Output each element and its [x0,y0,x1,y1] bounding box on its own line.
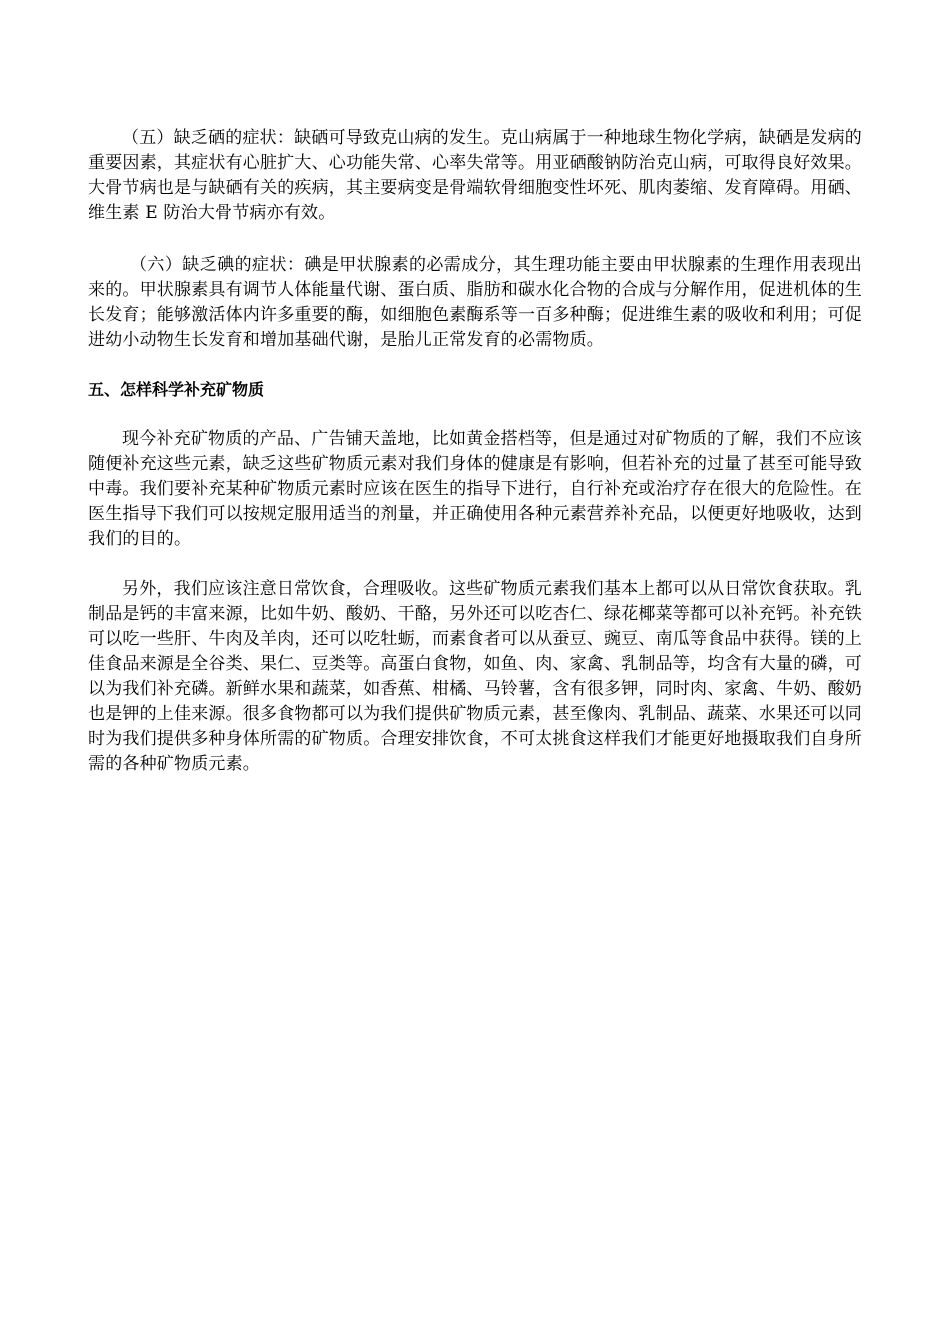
paragraph-iodine-deficiency: （六）缺乏碘的症状：碘是甲状腺素的必需成分，其生理功能主要由甲状腺素的生理作用表现出来的。甲状腺素具有调节人体能量代谢、蛋白质、脂肪和碳水化合物的合成与分解作用，促进机体的生长发育；能够激活体内许多重要的酶，如细胞色素酶系等一百多种酶；促进维生素的吸收和利用；可促进幼小动物生长发育和增加基础代谢，是胎儿正常发育的必需物质。 [88,255,862,350]
paragraph-supplement-advice: 现今补充矿物质的产品、广告铺天盖地，比如黄金搭档等，但是通过对矿物质的了解，我们不应该随便补充这些元素，缺乏这些矿物质元素对我们身体的健康是有影响，但若补充的过量了甚至可能导致中毒。我们要补充某种矿物质元素时应该在医生的指导下进行，自行补充或治疗存在很大的危险性。在医生指导下我们可以按规定服用适当的剂量，并正确使用各种元素营养补充品，以便更好地吸收，达到我们的目的。 [88,429,862,549]
document-body [88,126,862,777]
paragraph-diet-advice: 另外，我们应该注意日常饮食，合理吸收。这些矿物质元素我们基本上都可以从日常饮食获取。乳制品是钙的丰富来源，比如牛奶、酸奶、干酪，另外还可以吃杏仁、绿花椰菜等都可以补充钙。补充铁可以吃一些肝、牛肉及羊肉，还可以吃牡蛎，而素食者可以从蚕豆、豌豆、南瓜等食品中获得。镁的上佳食品来源是全谷类、果仁、豆类等。高蛋白食物，如鱼、肉、家禽、乳制品等，均含有大量的磷，可以为我们补充磷。新鲜水果和蔬菜，如香蕉、柑橘、马铃薯，含有很多钾，同时肉、家禽、牛奶、酸奶也是钾的上佳来源。很多食物都可以为我们提供矿物质元素，甚至像肉、乳制品、蔬菜、水果还可以同时为我们提供多种身体所需的矿物质。合理安排饮食，不可太挑食这样我们才能更好地摄取我们自身所需的各种矿物质元素。 [88,579,862,774]
section-heading: 五、怎样科学补充矿物质 [88,380,265,399]
paragraph-selenium-deficiency: （五）缺乏硒的症状：缺硒可导致克山病的发生。克山病属于一种地球生物化学病，缺硒是发病的重要因素，其症状有心脏扩大、心功能失常、心率失常等。用亚硒酸钠防治克山病，可取得良好效果。大骨节病也是与缺硒有关的疾病，其主要病变是骨端软骨细胞变性坏死、肌肉萎缩、发育障碍。用硒、维生素 E 防治大骨节病亦有效。 [88,128,862,223]
